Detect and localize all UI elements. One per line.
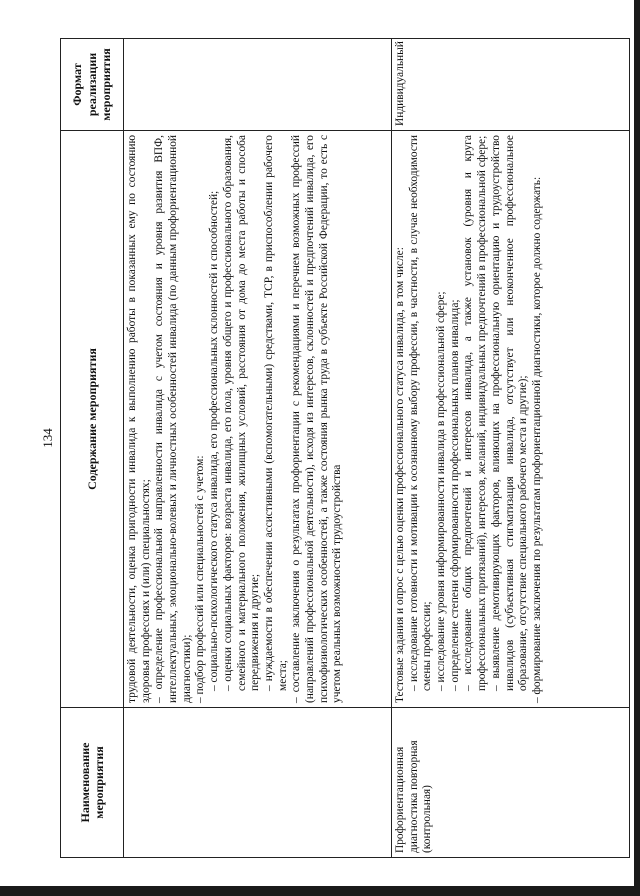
row2-line: Тестовые задания и опрос с целью оценки профессионального статуса инвалида, в том числе:	[394, 247, 406, 703]
row2-line: – исследование готовности и мотивации к осознанному выбору профессии, в частности, в случае необходимости смены профессии;	[407, 135, 434, 691]
row1-line: трудовой деятельности, оценка пригодности инвалида к выполнению работы в показанных ему по состоянию здоровья профессиях и (или) специальностях;	[126, 135, 152, 703]
row1-line: – составление заключения о результатах профориентации с рекомендациями и перечнем возможных профессий (направлений профессиональной деятельности), исходя из интересов, склонностей и предпочтений инвалида, его психофизиологических особенностей, а также состояния рынка труда в субъекте Российской Федерации, то есть с учетом реальных возможностей трудоустройства	[290, 135, 344, 703]
row2-content	[392, 131, 630, 708]
table-row	[392, 39, 630, 858]
scan-edge-right	[634, 0, 640, 896]
rotated-page-content	[60, 38, 630, 858]
row1-name	[124, 708, 392, 858]
row2-name: Профориентационная диагностика повторная (контрольная)	[392, 708, 630, 858]
table-header-row	[61, 39, 124, 858]
row2-line: – выявление демотивирующих факторов, влияющих на профессиональную ориентацию и трудоустройство инвалидов (субъективная стигматизация инвалида, отсутствует или неоконченное профессиональное образование, отсутствие специального рабочего места и другие);	[489, 135, 530, 691]
row2-line: – определение степени сформированности профессиональных планов инвалида;	[448, 299, 461, 691]
row2-line: – исследование уровня информированности инвалида в профессиональной сфере;	[435, 291, 448, 691]
page-number: 134	[39, 428, 55, 448]
row1-line: – нуждаемости в обеспечении ассистивными (вспомогательными) средствами, ТСР, в приспособлении рабочего места;	[262, 135, 289, 691]
header-name: Наименование мероприятия	[61, 708, 124, 858]
row1-content	[124, 131, 392, 708]
row1-line: – подбор профессий или специальностей с учетом:	[194, 455, 207, 703]
row2-line: – исследование общих предпочтений и интересов инвалида, а также установок (уровня и круга профессиональных притязаний), интересов, желаний, индивидуальных предпочтений в профессиональной сфере;	[462, 135, 489, 691]
row2-format: Индивидуальный	[392, 39, 630, 131]
header-content: Содержание мероприятия	[61, 131, 124, 708]
row2-line: – формирование заключения по результатам профориентационной диагностики, которое должно содержать:	[530, 176, 543, 703]
row1-line: – оценки социальных факторов: возраста инвалида, его пола, уровня общего и профессионального образования, семейного и материального положения, жилищных условий, расстояния от дома до места работы и способа передвижения и другие;	[221, 135, 262, 691]
row1-line: – определение профессиональной направленности инвалида с учетом состояния и уровня развития ВПФ, интеллектуальных, эмоционально-волевых и личностных особенностей инвалида (по данным профориентационной диагностики);	[153, 135, 193, 703]
scan-edge-bottom	[0, 886, 640, 896]
row1-format	[124, 39, 392, 131]
row1-line: – социально-психологического статуса инвалида, его профессиональных склонностей и способностей;	[208, 190, 221, 691]
header-format: Формат реализации мероприятия	[61, 39, 124, 131]
activities-table	[60, 38, 630, 858]
table-row	[124, 39, 392, 858]
